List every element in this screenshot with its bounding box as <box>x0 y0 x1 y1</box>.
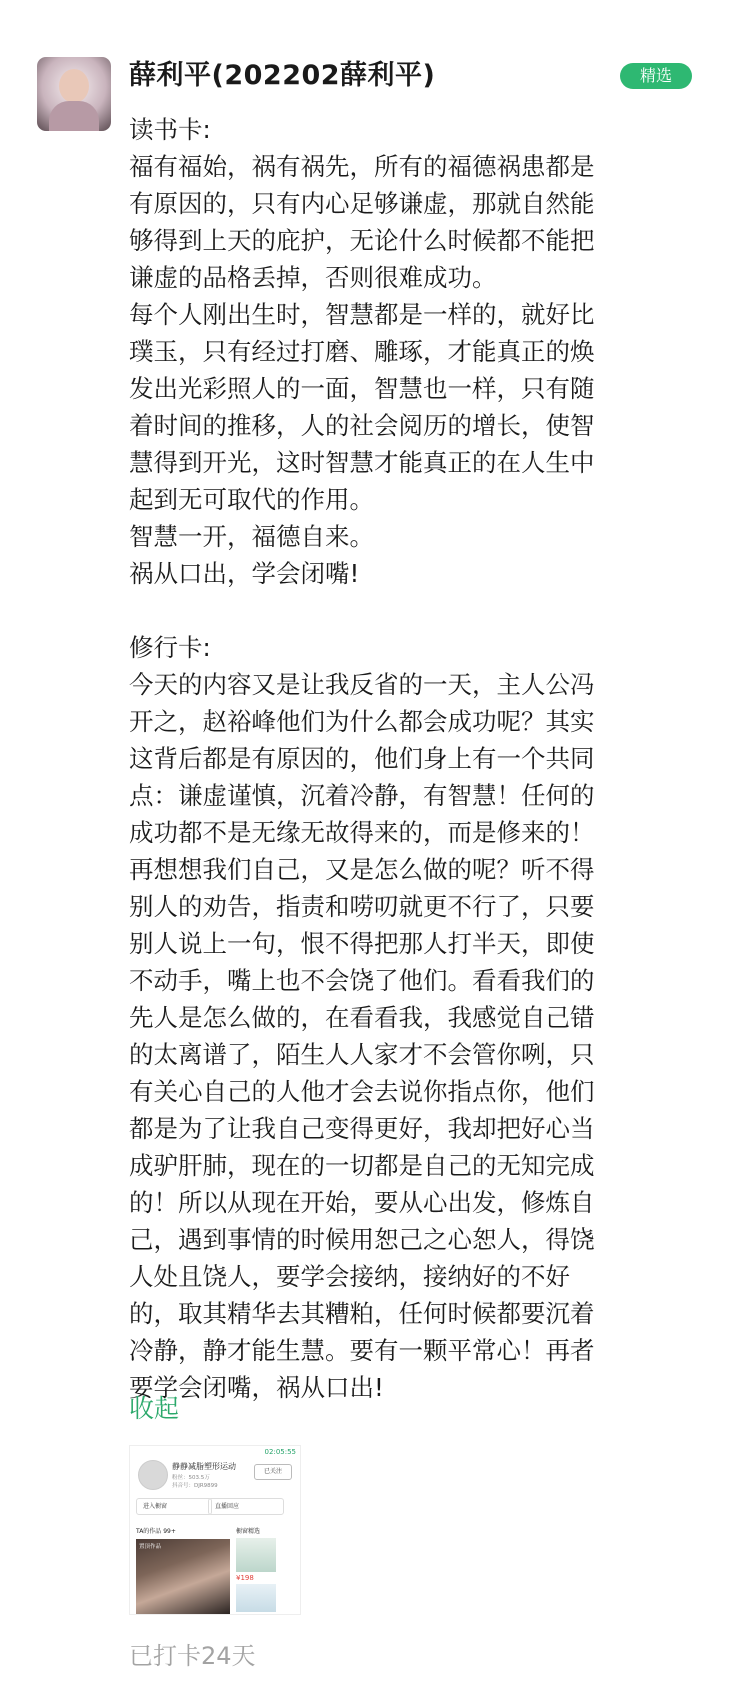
post-content <box>129 111 689 1406</box>
thumb-time: 02:05:55 <box>264 1448 296 1456</box>
post-line: 智慧一开，福德自来。 <box>129 522 374 551</box>
post-line: 冷静，静才能生慧。要有一颗平常心！再者 <box>129 1336 595 1365</box>
post-line: 己，遇到事情的时候用恕己之心恕人，得饶 <box>129 1225 595 1254</box>
thumb-fans: 粉丝：503.5万 <box>172 1475 210 1481</box>
thumb-follow-button: 已关注 <box>254 1464 292 1480</box>
post-line: 起到无可取代的作用。 <box>129 485 374 514</box>
avatar-face <box>59 69 89 103</box>
author-name[interactable]: 薛利平(202202薛利平) <box>129 60 436 91</box>
post-line: 每个人刚出生时，智慧都是一样的，就好比 <box>129 300 595 329</box>
attached-screenshot[interactable] <box>129 1445 301 1615</box>
post-line: 的太离谱了，陌生人人家才不会管你咧，只 <box>129 1040 595 1069</box>
post-line: 别人的劝告，指责和唠叨就更不行了，只要 <box>129 892 595 921</box>
post-line: 要学会闭嘴，祸从口出! <box>129 1373 384 1402</box>
post-line: 开之，赵裕峰他们为什么都会成功呢？其实 <box>129 707 595 736</box>
post-line: 读书卡: <box>129 115 211 144</box>
post-line: 不动手，嘴上也不会饶了他们。看看我们的 <box>129 966 595 995</box>
post-line: 这背后都是有原因的，他们身上有一个共同 <box>129 744 595 773</box>
avatar-body <box>49 101 99 131</box>
thumb-avatar <box>138 1460 168 1490</box>
post-line: 有原因的，只有内心足够谦虚，那就自然能 <box>129 189 595 218</box>
post-line: 够得到上天的庇护，无论什么时候都不能把 <box>129 226 595 255</box>
author-avatar[interactable] <box>37 57 111 131</box>
post-line: 福有福始，祸有祸先，所有的福德祸患都是 <box>129 152 595 181</box>
post-line: 着时间的推移，人的社会阅历的增长，使智 <box>129 411 595 440</box>
thumb-price: ¥198 <box>236 1574 254 1582</box>
post-line: 人处且饶人，要学会接纳，接纳好的不好 <box>129 1262 570 1291</box>
blank-line <box>129 592 689 629</box>
post-line: 今天的内容又是让我反省的一天，主人公冯 <box>129 670 595 699</box>
thumb-window-button: 进入橱窗 <box>136 1498 212 1515</box>
featured-badge: 精选 <box>620 63 692 89</box>
post-line: 修行卡: <box>129 633 211 662</box>
post-line: 都是为了让我自己变得更好，我却把好心当 <box>129 1114 595 1143</box>
post-line: 璞玉，只有经过打磨、雕琢，才能真正的焕 <box>129 337 595 366</box>
thumb-id: 抖音号：DJR9899 <box>172 1483 218 1489</box>
thumb-name: 静静减脂塑形运动 <box>172 1462 236 1471</box>
post-line: 点：谦虚谨慎，沉着冷静，有智慧！任何的 <box>129 781 595 810</box>
thumb-live-button: 直播回应 <box>208 1498 284 1515</box>
thumb-photo-tag: 置顶作品 <box>139 1544 162 1550</box>
post-line: 的，取其精华去其糟粕，任何时候都要沉着 <box>129 1299 595 1328</box>
collapse-link[interactable]: 收起 <box>129 1394 180 1423</box>
thumb-product-image <box>236 1538 276 1572</box>
post-line: 有关心自己的人他才会去说你指点你，他们 <box>129 1077 595 1106</box>
post-line: 发出光彩照人的一面，智慧也一样，只有随 <box>129 374 595 403</box>
post-line: 慧得到开光，这时智慧才能真正的在人生中 <box>129 448 595 477</box>
post-line: 成驴肝肺，现在的一切都是自己的无知完成 <box>129 1151 595 1180</box>
thumb-works-label: TA的作品 99+ <box>136 1528 176 1535</box>
post-line: 谦虚的品格丢掉，否则很难成功。 <box>129 263 497 292</box>
thumb-product-image-2 <box>236 1584 276 1612</box>
post-line: 再想想我们自己，又是怎么做的呢？听不得 <box>129 855 595 884</box>
post-line: 别人说上一句，恨不得把那人打半天，即使 <box>129 929 595 958</box>
thumb-photo <box>136 1539 230 1614</box>
post-line: 的！所以从现在开始，要从心出发，修炼自 <box>129 1188 595 1217</box>
checkin-days: 已打卡24天 <box>129 1642 256 1670</box>
post-line: 成功都不是无缘无故得来的，而是修来的！ <box>129 818 595 847</box>
post-line: 祸从口出，学会闭嘴! <box>129 559 360 588</box>
thumb-shop-label: 橱窗精选 <box>236 1528 261 1535</box>
post-line: 先人是怎么做的，在看看我，我感觉自己错 <box>129 1003 595 1032</box>
